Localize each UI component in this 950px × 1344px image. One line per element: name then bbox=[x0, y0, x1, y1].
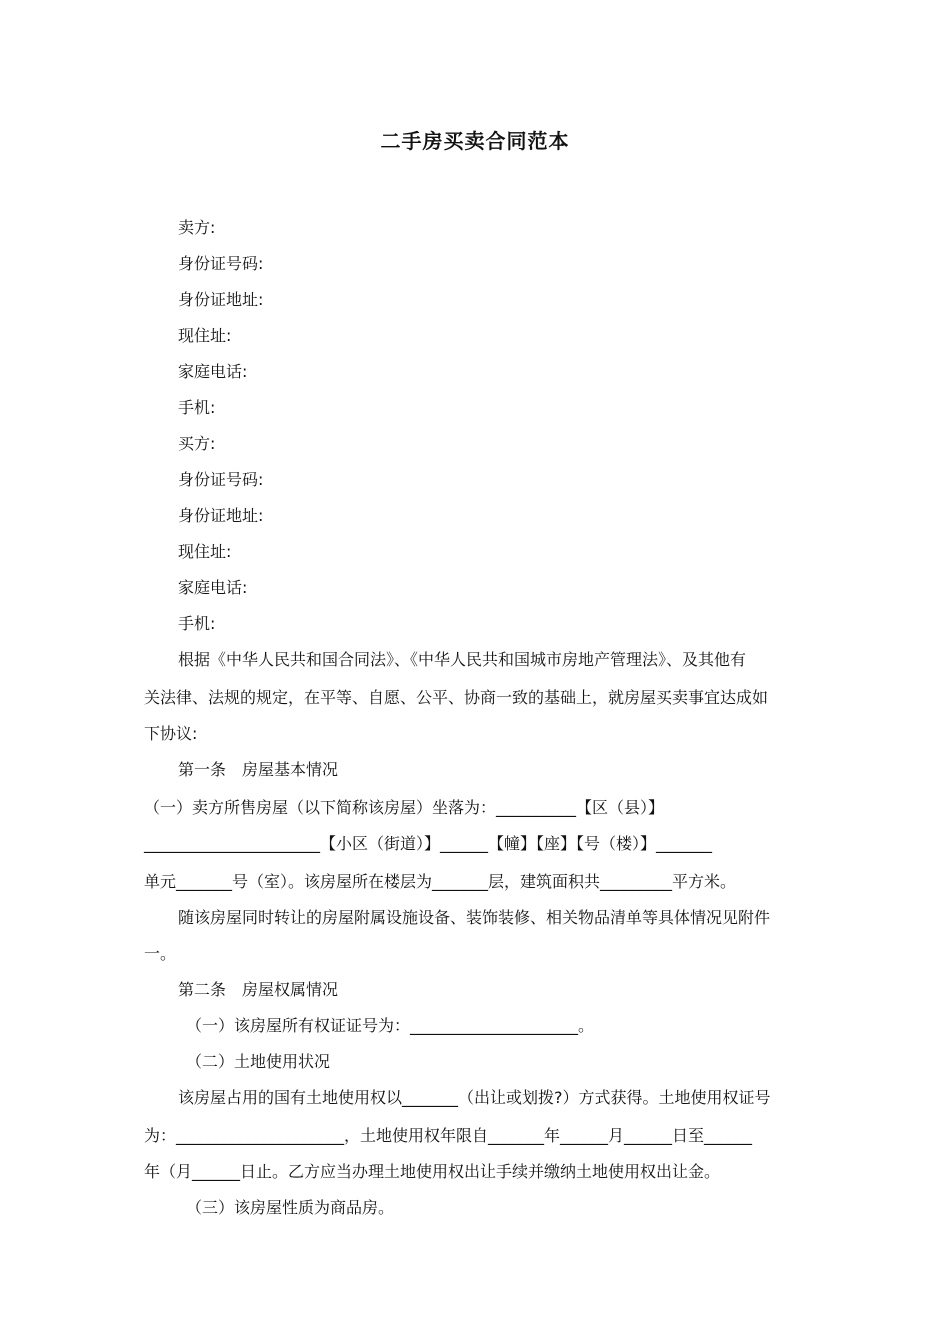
seller-current-address: 现住址: bbox=[178, 326, 232, 345]
seller-home-phone: 家庭电话: bbox=[178, 362, 248, 381]
buyer-id-number: 身份证号码: bbox=[178, 470, 264, 489]
seller-id-address: 身份证地址: bbox=[178, 290, 264, 309]
article1-item1-line: 单元_______号（室）。该房屋所在楼层为_______层，建筑面积共_________平方米。 bbox=[144, 872, 737, 891]
article1-attachments-line: 一。 bbox=[144, 944, 177, 963]
article2-item2: （二）土地使用状况 bbox=[186, 1052, 331, 1071]
land-use-line: 该房屋占用的国有土地使用权以_______（出让或划拨?）方式获得。土地使用权证号 bbox=[178, 1088, 771, 1107]
document-title: 二手房买卖合同范本 bbox=[380, 129, 570, 153]
land-use-line: 为：_____________________，土地使用权年限自_______年______月______日至______ bbox=[144, 1126, 753, 1145]
article2-item3: （三）该房屋性质为商品房。 bbox=[186, 1198, 395, 1217]
article1-item1-line: ______________________【小区（街道）】______【幢】【座】【号（楼）】_______ bbox=[144, 834, 713, 853]
article2-heading: 第二条 房屋权属情况 bbox=[178, 980, 339, 999]
land-use-line: 年（月______日止。乙方应当办理土地使用权出让手续并缴纳土地使用权出让金。 bbox=[144, 1162, 721, 1181]
article2-item1: （一）该房屋所有权证证号为：_____________________。 bbox=[186, 1016, 595, 1035]
article1-item1-line: （一）卖方所售房屋（以下简称该房屋）坐落为：__________【区（县）】 bbox=[144, 798, 665, 817]
article1-heading: 第一条 房屋基本情况 bbox=[178, 760, 339, 779]
seller-id-number: 身份证号码: bbox=[178, 254, 264, 273]
seller-mobile: 手机: bbox=[178, 398, 216, 417]
article1-attachments-line: 随该房屋同时转让的房屋附属设施设备、装饰装修、相关物品清单等具体情况见附件 bbox=[178, 908, 771, 927]
buyer-id-address: 身份证地址: bbox=[178, 506, 264, 525]
buyer-mobile: 手机: bbox=[178, 614, 216, 633]
seller-label: 卖方: bbox=[178, 218, 216, 237]
buyer-current-address: 现住址: bbox=[178, 542, 232, 561]
buyer-home-phone: 家庭电话: bbox=[178, 578, 248, 597]
preamble-line: 根据《中华人民共和国合同法》、《中华人民共和国城市房地产管理法》、及其他有 bbox=[178, 650, 747, 669]
preamble-line: 关法律、法规的规定，在平等、自愿、公平、协商一致的基础上，就房屋买卖事宜达成如 bbox=[144, 688, 769, 707]
buyer-label: 买方: bbox=[178, 434, 216, 453]
preamble-line: 下协议: bbox=[144, 724, 198, 743]
